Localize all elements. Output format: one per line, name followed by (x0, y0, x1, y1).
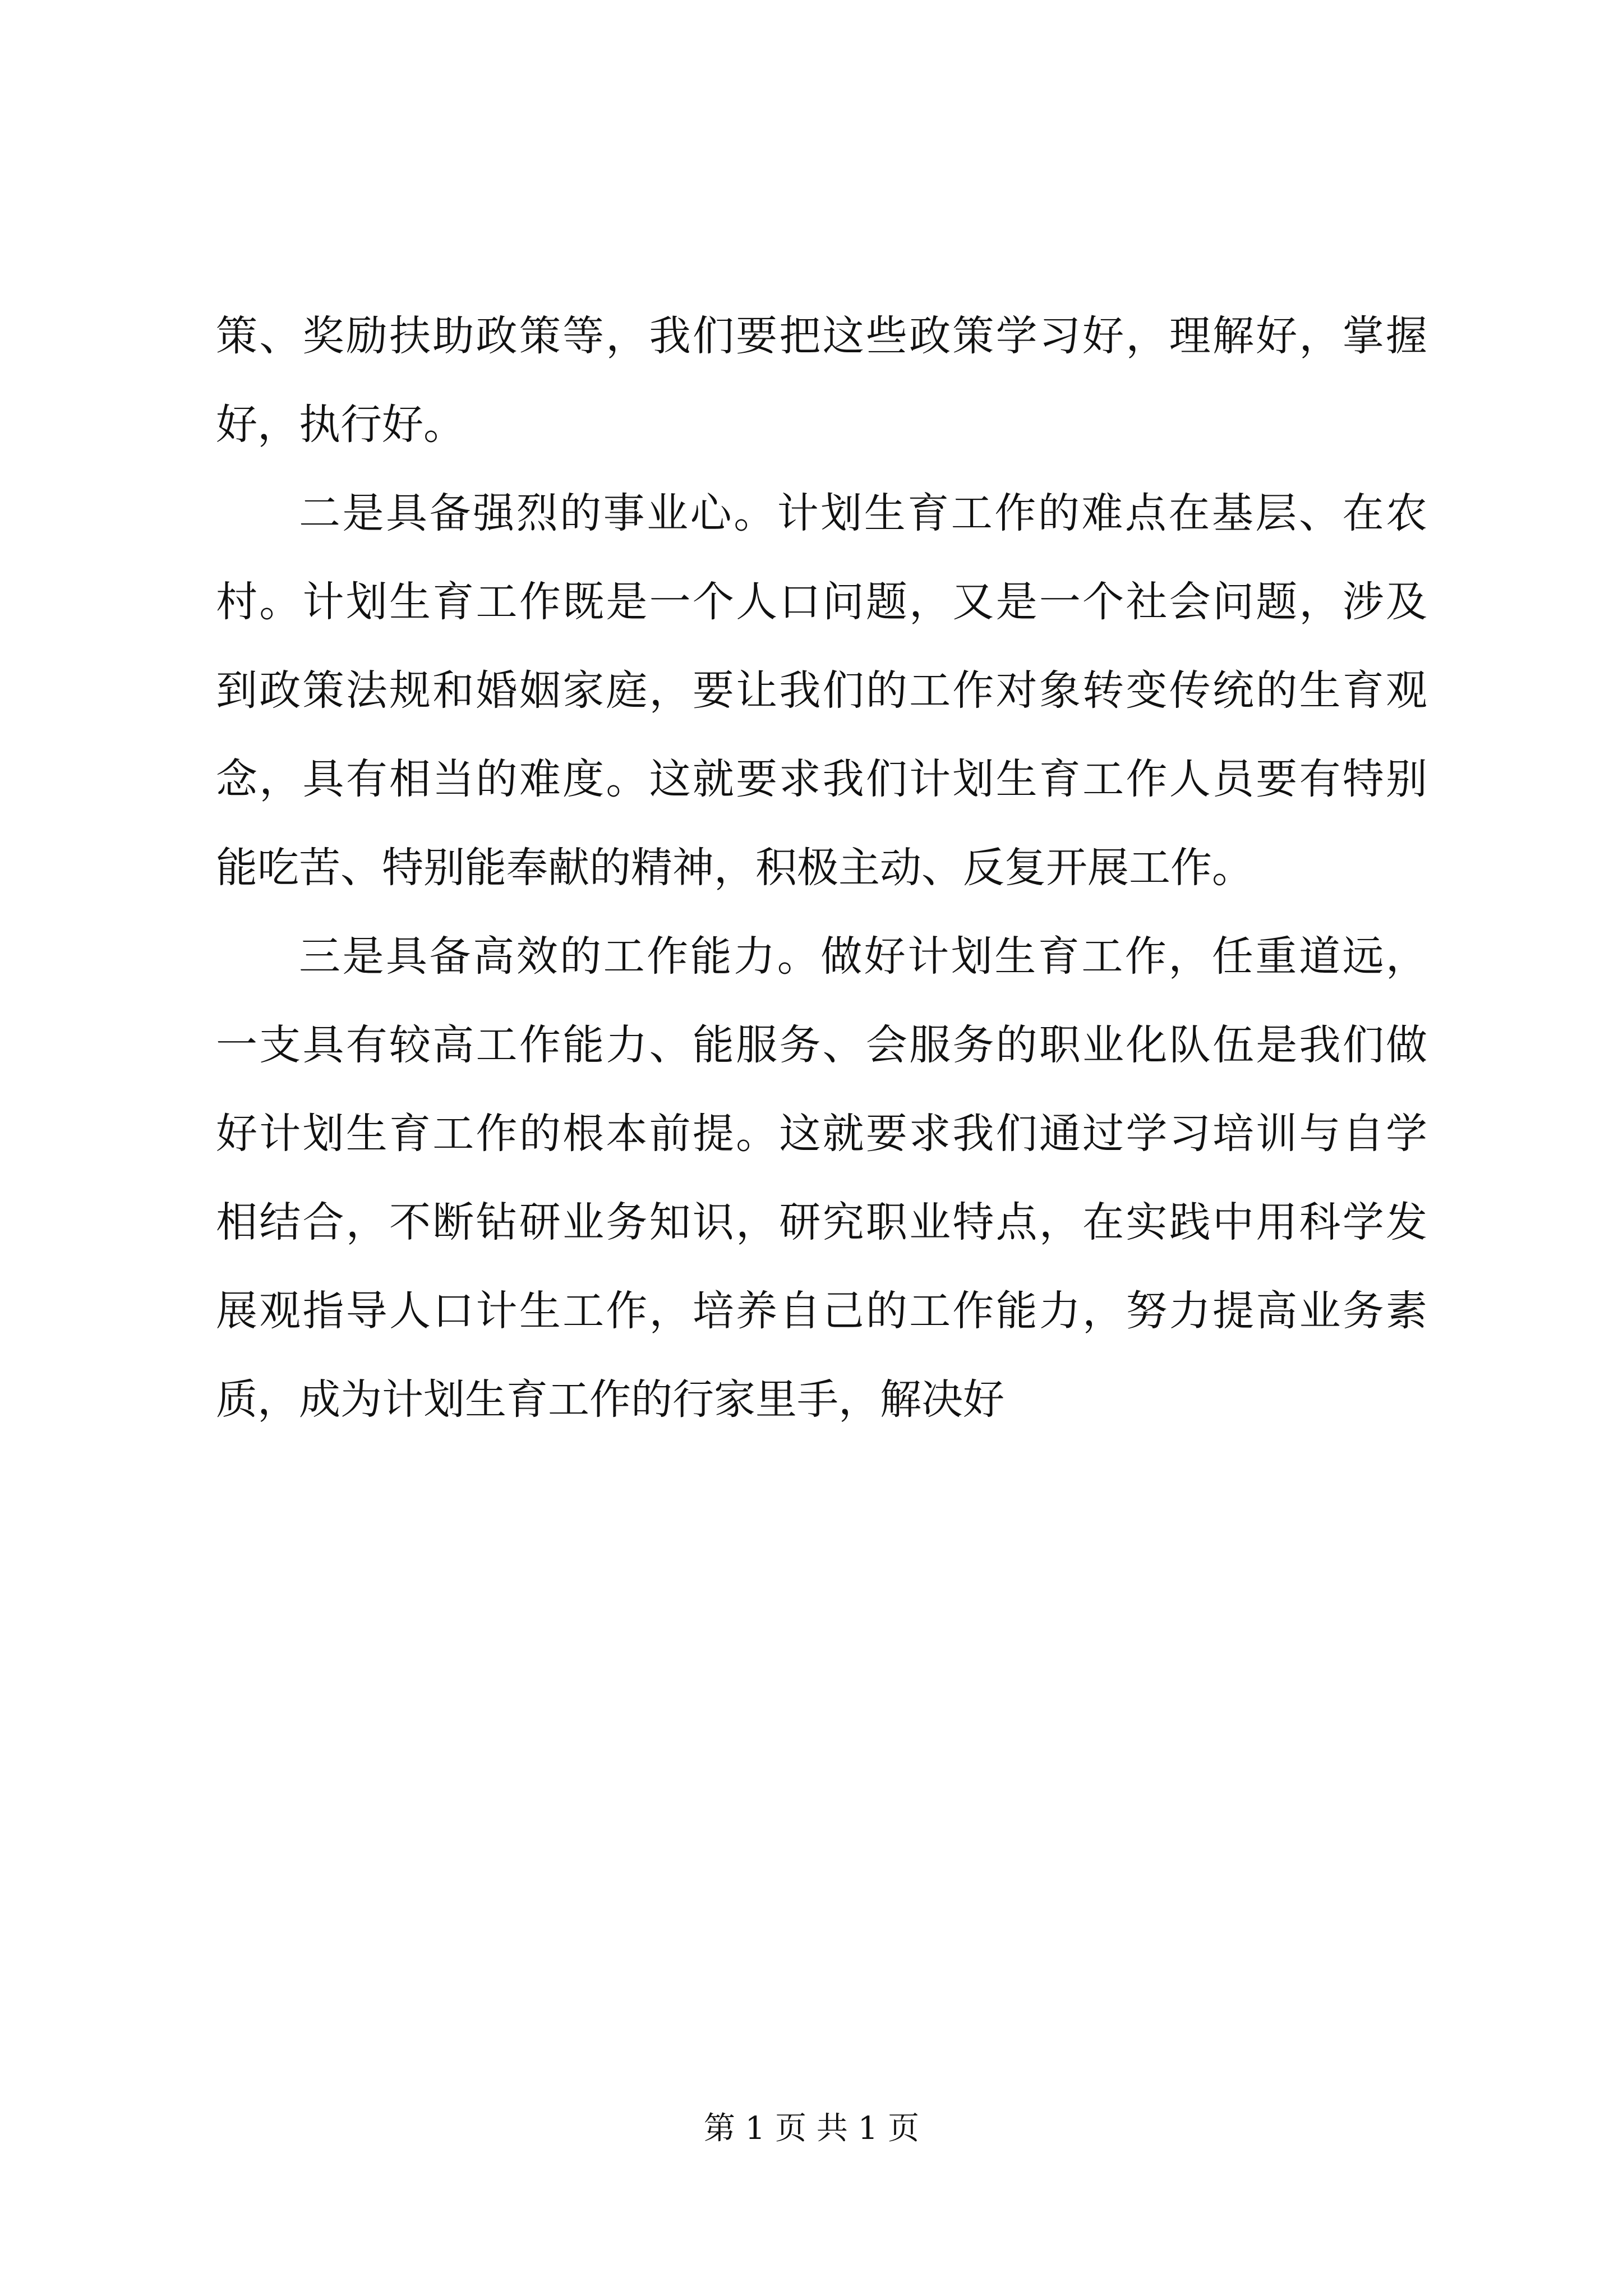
body-line: 一支具有较高工作能力、能服务、会服务的职业化队伍是我们做 (216, 1021, 1427, 1069)
body-line-paragraph-start: 三是具备高效的工作能力。做好计划生育工作，任重道远， (299, 932, 1427, 981)
body-line: 村。计划生育工作既是一个人口问题，又是一个社会问题，涉及 (216, 578, 1427, 626)
page-number-footer: 第 1 页 共 1 页 (703, 2110, 920, 2147)
body-line: 念，具有相当的难度。这就要求我们计划生育工作人员要有特别 (216, 755, 1427, 803)
body-line: 好，执行好。 (216, 401, 465, 449)
body-line: 策、奖励扶助政策等，我们要把这些政策学习好，理解好，掌握 (216, 312, 1427, 360)
body-line: 质，成为计划生育工作的行家里手，解决好 (216, 1375, 1004, 1424)
body-line: 好计划生育工作的根本前提。这就要求我们通过学习培训与自学 (216, 1110, 1427, 1158)
document-body (216, 292, 1427, 1444)
body-line: 展观指导人口计生工作，培养自己的工作能力，努力提高业务素 (216, 1287, 1427, 1335)
body-line: 能吃苦、特别能奉献的精神，积极主动、反复开展工作。 (216, 844, 1253, 892)
body-line: 相结合，不断钻研业务知识，研究职业特点，在实践中用科学发 (216, 1198, 1427, 1246)
body-line: 到政策法规和婚姻家庭，要让我们的工作对象转变传统的生育观 (216, 666, 1427, 715)
body-line-paragraph-start: 二是具备强烈的事业心。计划生育工作的难点在基层、在农 (299, 489, 1427, 537)
